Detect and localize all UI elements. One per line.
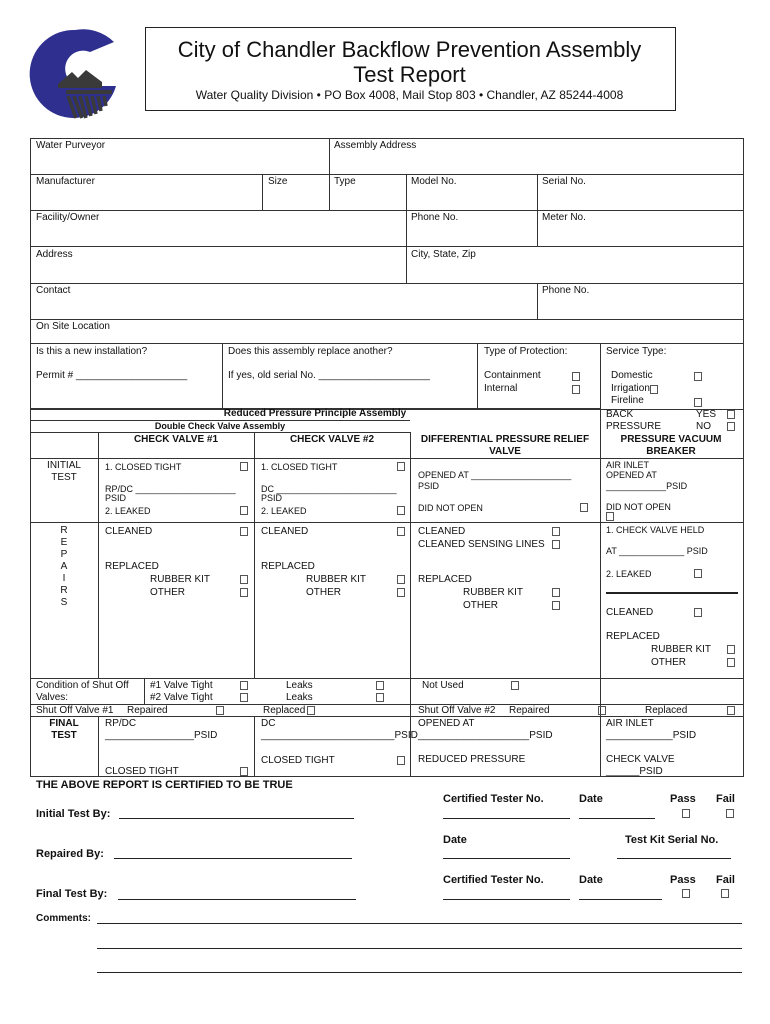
phone-no-label: Phone No. bbox=[411, 212, 459, 223]
city-logo bbox=[28, 26, 123, 121]
pvb-psid-field[interactable]: ____________PSID bbox=[606, 481, 688, 491]
facility-owner-label: Facility/Owner bbox=[36, 212, 100, 223]
pvb-replaced: REPLACED bbox=[606, 631, 660, 642]
page-title: City of Chandler Backflow Prevention Assembly bbox=[177, 37, 642, 62]
relief-other: OTHER bbox=[463, 600, 498, 611]
cv1-psid: PSID bbox=[105, 493, 127, 503]
did-not-open-label: DID NOT OPEN bbox=[418, 503, 483, 513]
domestic-checkbox[interactable] bbox=[694, 372, 702, 381]
service-type-label: Service Type: bbox=[606, 346, 667, 357]
v1-tight-checkbox[interactable] bbox=[240, 681, 248, 690]
v1-leaks-checkbox[interactable] bbox=[376, 681, 384, 690]
pvb-cv-held: 1. CHECK VALVE HELD bbox=[606, 525, 705, 535]
pvb-other-checkbox[interactable] bbox=[727, 658, 735, 667]
repairs-letter-s: S bbox=[60, 597, 68, 608]
final-check-valve: CHECK VALVE bbox=[606, 754, 675, 765]
repaired-by-line[interactable] bbox=[114, 858, 352, 859]
v2-tight-label: #2 Valve Tight bbox=[150, 692, 213, 703]
water-purveyor-label: Water Purveyor bbox=[36, 140, 106, 151]
old-serial-field[interactable]: If yes, old serial No. ____________________ bbox=[228, 370, 430, 381]
meter-no-label: Meter No. bbox=[542, 212, 586, 223]
cv1-rpdc-field[interactable]: RP/DC ____________________ bbox=[105, 484, 236, 494]
sov1-label: Shut Off Valve #1 bbox=[36, 705, 114, 716]
final-date-header: Date bbox=[579, 874, 603, 886]
did-not-open-checkbox[interactable] bbox=[580, 503, 588, 512]
cv1-leaked: 2. LEAKED bbox=[105, 506, 151, 516]
v2-tight-checkbox[interactable] bbox=[240, 693, 248, 702]
sov2-repaired-checkbox[interactable] bbox=[598, 706, 606, 715]
check-valve-1-header: CHECK VALVE #1 bbox=[133, 434, 219, 445]
initial-pass-checkbox[interactable] bbox=[682, 809, 690, 818]
certified-tester-header: Certified Tester No. bbox=[443, 793, 544, 805]
sov2-replaced-checkbox[interactable] bbox=[727, 706, 735, 715]
test-kit-serial-header: Test Kit Serial No. bbox=[625, 834, 719, 846]
cv1-cleaned-checkbox[interactable] bbox=[240, 527, 248, 536]
cv2-closed-checkbox[interactable] bbox=[397, 462, 405, 471]
repairs-letter-p: P bbox=[60, 549, 68, 560]
final-test-label: FINAL bbox=[49, 718, 79, 729]
cv1-rubber-kit-checkbox[interactable] bbox=[240, 575, 248, 584]
relief-valve-header-2: VALVE bbox=[489, 446, 521, 457]
pvb-cleaned-checkbox[interactable] bbox=[694, 608, 702, 617]
final-reduced-pressure: REDUCED PRESSURE bbox=[418, 754, 526, 765]
page-title-line2: Test Report bbox=[353, 62, 466, 87]
repairs-letter-r: R bbox=[60, 525, 68, 536]
cv2-cleaned: CLEANED bbox=[261, 526, 309, 537]
relief-cleaned: CLEANED bbox=[418, 526, 466, 537]
pvb-air-inlet: AIR INLET bbox=[606, 460, 650, 470]
cv2-psid: PSID bbox=[261, 493, 283, 503]
cv1-leaked-checkbox[interactable] bbox=[240, 506, 248, 515]
initial-test-by-line[interactable] bbox=[119, 818, 354, 819]
cv1-closed-tight: 1. CLOSED TIGHT bbox=[105, 462, 182, 472]
irrigation-checkbox[interactable] bbox=[650, 385, 658, 394]
initial-tester-no-line[interactable] bbox=[443, 818, 570, 819]
back-no-label: NO bbox=[696, 421, 711, 432]
assembly-address-label: Assembly Address bbox=[334, 140, 417, 151]
relief-valve-header: DIFFERENTIAL PRESSURE RELIEF bbox=[420, 434, 590, 445]
final-closed-tight-checkbox[interactable] bbox=[240, 767, 248, 776]
certified-statement: THE ABOVE REPORT IS CERTIFIED TO BE TRUE bbox=[36, 779, 293, 791]
address-label: Address bbox=[36, 249, 73, 260]
sov1-replaced-checkbox[interactable] bbox=[307, 706, 315, 715]
cv2-dc-field[interactable]: DC ________________________ bbox=[261, 484, 397, 494]
cv1-other-checkbox[interactable] bbox=[240, 588, 248, 597]
city-state-zip-label: City, State, Zip bbox=[411, 249, 476, 260]
initial-test-label: INITIAL bbox=[47, 460, 81, 471]
not-used-checkbox[interactable] bbox=[511, 681, 519, 690]
repairs-letter-a: A bbox=[60, 561, 68, 572]
final-opened-at: OPENED AT bbox=[418, 718, 475, 729]
cv2-rubber-kit: RUBBER KIT bbox=[306, 574, 367, 585]
final-tester-header: Certified Tester No. bbox=[443, 874, 544, 886]
sov2-replaced: Replaced bbox=[645, 705, 688, 716]
final-fail-header: Fail bbox=[716, 874, 735, 886]
cv1-rubber-kit: RUBBER KIT bbox=[150, 574, 211, 585]
cv2-closed-tight: 1. CLOSED TIGHT bbox=[261, 462, 338, 472]
relief-psid: PSID bbox=[418, 481, 440, 491]
final-rpdc-psid-field[interactable]: ________________PSID bbox=[105, 730, 218, 741]
size-label: Size bbox=[268, 176, 288, 187]
final-pass-header: Pass bbox=[670, 874, 696, 886]
serial-no-label: Serial No. bbox=[542, 176, 586, 187]
relief-other-checkbox[interactable] bbox=[552, 601, 560, 610]
dc-assembly-title: Double Check Valve Assembly bbox=[154, 421, 286, 431]
final-dc-psid-field[interactable]: ________________________PSID bbox=[261, 730, 418, 741]
repairs-letter-r2: R bbox=[60, 585, 68, 596]
fail-header: Fail bbox=[716, 793, 735, 805]
cv2-replaced: REPLACED bbox=[261, 561, 315, 572]
not-used-label: Not Used bbox=[422, 680, 464, 691]
replace-another-label: Does this assembly replace another? bbox=[228, 346, 393, 357]
final-dc-label: DC bbox=[261, 718, 276, 729]
internal-label: Internal bbox=[484, 383, 518, 394]
irrigation-label: Irrigation bbox=[611, 383, 650, 394]
v2-leaks-label: Leaks bbox=[286, 692, 313, 703]
permit-field[interactable]: Permit # ____________________ bbox=[36, 370, 188, 381]
relief-rubber-kit: RUBBER KIT bbox=[463, 587, 524, 598]
comments-line-1[interactable] bbox=[97, 923, 742, 924]
cv2-other: OTHER bbox=[306, 587, 341, 598]
pvb-other: OTHER bbox=[651, 657, 686, 668]
cv1-other: OTHER bbox=[150, 587, 185, 598]
containment-label: Containment bbox=[484, 370, 541, 381]
sov1-repaired-checkbox[interactable] bbox=[216, 706, 224, 715]
model-no-label: Model No. bbox=[411, 176, 457, 187]
final-date-line[interactable] bbox=[579, 899, 662, 900]
pvb-rubber-kit-checkbox[interactable] bbox=[727, 645, 735, 654]
cv1-closed-checkbox[interactable] bbox=[240, 462, 248, 471]
pvb-header-2: BREAKER bbox=[646, 446, 696, 457]
domestic-label: Domestic bbox=[611, 370, 653, 381]
repairs-letter-i: I bbox=[62, 573, 66, 584]
check-valve-2-header: CHECK VALVE #2 bbox=[289, 434, 375, 445]
page-subtitle: Water Quality Division • PO Box 4008, Mail Stop 803 • Chandler, AZ 85244-4008 bbox=[195, 88, 624, 102]
relief-cleaned-checkbox[interactable] bbox=[552, 527, 560, 536]
containment-checkbox[interactable] bbox=[572, 372, 580, 381]
pvb-leaked-checkbox[interactable] bbox=[694, 569, 702, 578]
pvb-did-not-open-checkbox[interactable] bbox=[606, 512, 614, 521]
cv2-rubber-kit-checkbox[interactable] bbox=[397, 575, 405, 584]
test-kit-serial-line[interactable] bbox=[617, 858, 731, 859]
date-header: Date bbox=[579, 793, 603, 805]
contact-label: Contact bbox=[36, 285, 71, 296]
sov2-repaired: Repaired bbox=[509, 705, 550, 716]
final-dc-closed-tight: CLOSED TIGHT bbox=[261, 755, 335, 766]
sensing-lines-checkbox[interactable] bbox=[552, 540, 560, 549]
back-no-checkbox[interactable] bbox=[727, 422, 735, 431]
fireline-label: Fireline bbox=[611, 395, 644, 406]
cv2-leaked-checkbox[interactable] bbox=[397, 506, 405, 515]
final-fail-checkbox[interactable] bbox=[721, 889, 729, 898]
type-label: Type bbox=[334, 176, 356, 187]
contact-phone-label: Phone No. bbox=[542, 285, 590, 296]
pvb-header: PRESSURE VACUUM bbox=[620, 434, 722, 445]
cleaned-sensing-lines: CLEANED SENSING LINES bbox=[418, 539, 545, 550]
final-pass-checkbox[interactable] bbox=[682, 889, 690, 898]
pvb-rubber-kit: RUBBER KIT bbox=[651, 644, 712, 655]
final-air-inlet: AIR INLET bbox=[606, 718, 654, 729]
pvb-did-not-open: DID NOT OPEN bbox=[606, 502, 671, 512]
repair-date-header: Date bbox=[443, 834, 467, 846]
pvb-leaked: 2. LEAKED bbox=[606, 569, 652, 579]
pressure-label: PRESSURE bbox=[606, 421, 662, 432]
comments-label: Comments: bbox=[36, 913, 92, 924]
final-cv-psid-field[interactable]: ______PSID bbox=[606, 766, 663, 777]
sov1-repaired: Repaired bbox=[127, 705, 168, 716]
comments-line-3[interactable] bbox=[97, 972, 742, 973]
final-air-psid-field[interactable]: ____________PSID bbox=[606, 730, 697, 741]
cv1-replaced: REPLACED bbox=[105, 561, 159, 572]
v1-tight-label: #1 Valve Tight bbox=[150, 680, 213, 691]
v1-leaks-label: Leaks bbox=[286, 680, 313, 691]
shutoff-condition-label-2: Valves: bbox=[36, 692, 69, 703]
shutoff-condition-label: Condition of Shut Off bbox=[36, 680, 129, 691]
repairs-letter-e: E bbox=[60, 537, 68, 548]
rp-assembly-title: Reduced Pressure Principle Assembly bbox=[223, 408, 407, 419]
manufacturer-label: Manufacturer bbox=[36, 176, 95, 187]
initial-test-by-label: Initial Test By: bbox=[36, 808, 111, 820]
v2-leaks-checkbox[interactable] bbox=[376, 693, 384, 702]
initial-fail-checkbox[interactable] bbox=[726, 809, 734, 818]
new-installation-label: Is this a new installation? bbox=[36, 346, 148, 357]
final-closed-tight: CLOSED TIGHT bbox=[105, 766, 179, 777]
pvb-at-psid-field[interactable]: AT _____________ PSID bbox=[606, 546, 708, 556]
fireline-checkbox[interactable] bbox=[694, 398, 702, 407]
pass-header: Pass bbox=[670, 793, 696, 805]
sov1-replaced: Replaced bbox=[263, 705, 306, 716]
comments-line-2[interactable] bbox=[97, 948, 742, 949]
final-test-by-line[interactable] bbox=[118, 899, 356, 900]
initial-date-line[interactable] bbox=[579, 818, 655, 819]
repaired-by-label: Repaired By: bbox=[36, 848, 104, 860]
final-test-label-2: TEST bbox=[51, 730, 77, 741]
initial-test-label-2: TEST bbox=[51, 472, 77, 483]
internal-checkbox[interactable] bbox=[572, 385, 580, 394]
on-site-location-label: On Site Location bbox=[36, 321, 110, 332]
back-yes-label: YES bbox=[696, 409, 717, 420]
cv2-cleaned-checkbox[interactable] bbox=[397, 527, 405, 536]
cv2-leaked: 2. LEAKED bbox=[261, 506, 307, 516]
final-tester-no-line[interactable] bbox=[443, 899, 570, 900]
back-yes-checkbox[interactable] bbox=[727, 410, 735, 419]
pvb-opened-at: OPENED AT bbox=[606, 470, 657, 480]
back-label: BACK bbox=[606, 409, 634, 420]
relief-replaced: REPLACED bbox=[418, 574, 472, 585]
pvb-cleaned: CLEANED bbox=[606, 607, 654, 618]
final-rpdc-label: RP/DC bbox=[105, 718, 137, 729]
final-opened-psid-field[interactable]: ____________________PSID bbox=[418, 730, 553, 741]
cv2-other-checkbox[interactable] bbox=[397, 588, 405, 597]
sov2-label: Shut Off Valve #2 bbox=[418, 705, 496, 716]
final-dc-closed-checkbox[interactable] bbox=[397, 756, 405, 765]
relief-rubber-kit-checkbox[interactable] bbox=[552, 588, 560, 597]
relief-opened-at[interactable]: OPENED AT ____________________ bbox=[418, 470, 572, 480]
type-of-protection-label: Type of Protection: bbox=[484, 346, 568, 357]
cv1-cleaned: CLEANED bbox=[105, 526, 153, 537]
final-test-by-label: Final Test By: bbox=[36, 888, 108, 900]
repair-date-line[interactable] bbox=[443, 858, 570, 859]
